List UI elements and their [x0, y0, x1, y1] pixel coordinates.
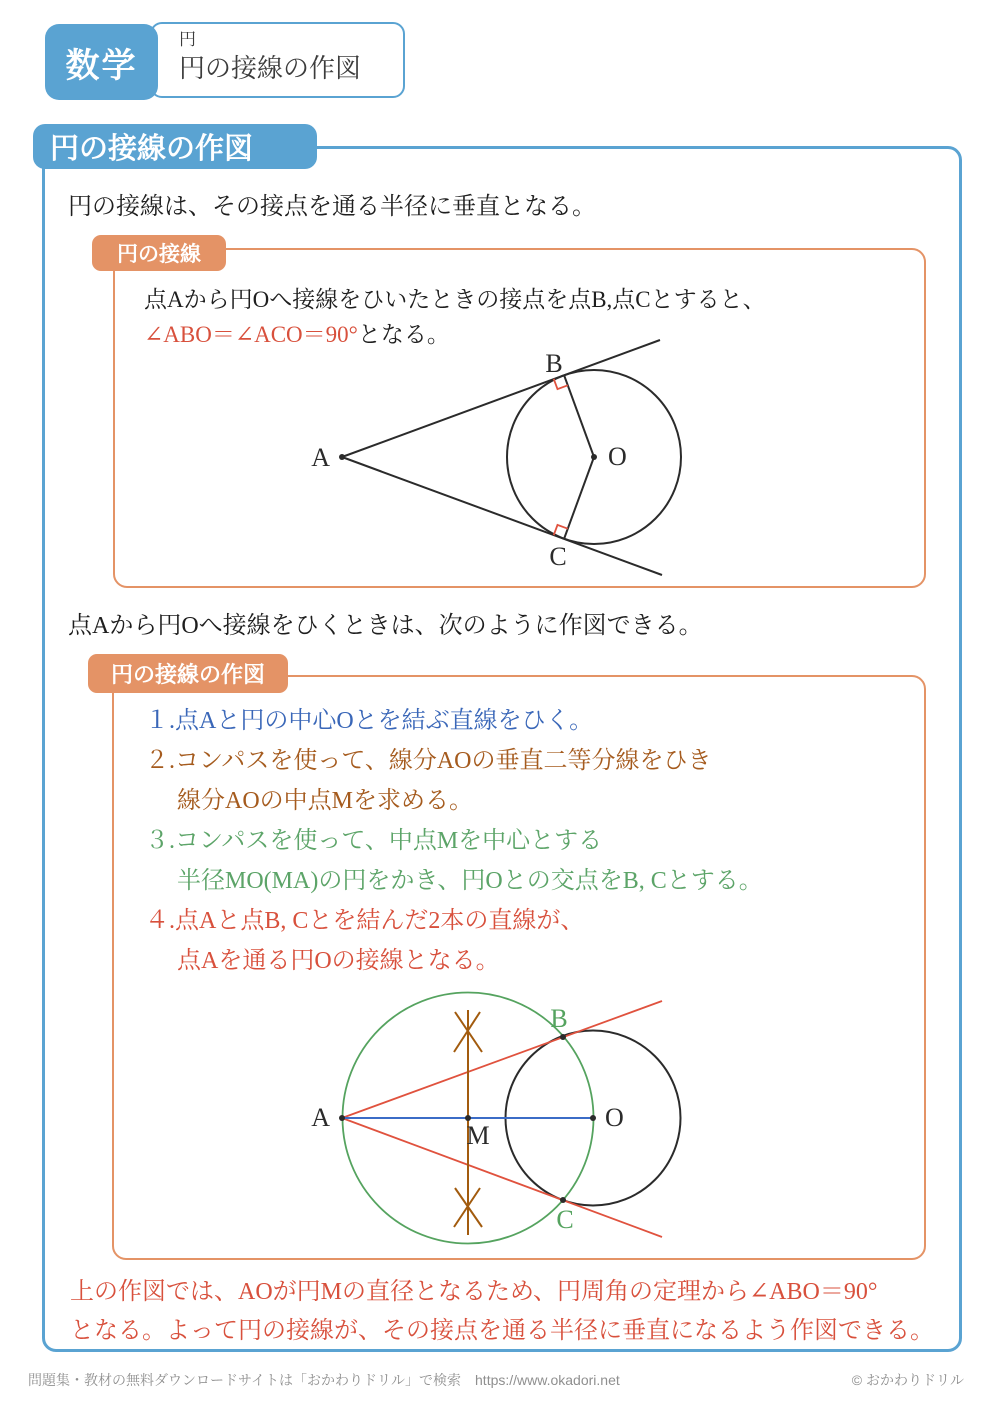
point-a-dot: [339, 1115, 345, 1121]
point-o-dot: [590, 1115, 596, 1121]
construction-step-3-cont: 半径MO(MA)の円をかき、円Oとの交点をB, Cとする。: [177, 868, 763, 894]
intro-text: 円の接線は、その接点を通る半径に垂直となる。: [68, 194, 596, 220]
page-footer: [28, 1370, 964, 1390]
point-c-label: C: [549, 542, 567, 571]
construction-intro-text: 点Aから円Oへ接線をひくときは、次のように作図できる。: [68, 613, 703, 639]
angle-formula: ∠ABO＝∠ACO＝90°: [144, 322, 358, 347]
tangent-property-line1: 点Aから円Oへ接線をひいたときの接点を点B,点Cとすると、: [144, 287, 766, 312]
conclusion-line1: 上の作図では、AOが円Mの直径となるため、円周角の定理から∠ABO＝90°: [70, 1279, 878, 1305]
construction-step-1: １.点Aと円の中心Oとを結ぶ直線をひく。: [145, 708, 594, 734]
construction-step-3: ３.コンパスを使って、中点Mを中心とする: [145, 828, 603, 854]
construction-step-2: ２.コンパスを使って、線分AOの垂直二等分線をひき: [145, 748, 712, 774]
conclusion-line2: となる。よって円の接線が、その接点を通る半径に垂直になるよう作図できる。: [70, 1318, 934, 1344]
construction-steps: [145, 701, 915, 981]
tangent-line-top: [342, 340, 660, 457]
point-o-label: O: [608, 442, 627, 471]
diagram1-labels: [311, 349, 627, 571]
footer-copyright: © おかわりドリル: [851, 1372, 964, 1388]
angle-formula-suffix: となる。: [357, 322, 450, 347]
construction-step-4-cont: 点Aを通る円Oの接線となる。: [177, 948, 500, 974]
tangent-property-label: 円の接線: [92, 235, 226, 271]
point-a-label: A: [311, 1103, 330, 1132]
construction-step-2-cont: 線分AOの中点Mを求める。: [177, 788, 474, 814]
point-b-label: B: [545, 349, 563, 378]
construction-step-4: ４.点Aと点B, Cとを結んだ2本の直線が、: [145, 908, 585, 934]
point-o-dot: [591, 454, 597, 460]
right-angle-marks: [554, 379, 568, 535]
point-o-label: O: [605, 1103, 624, 1132]
diagram1-points: [339, 454, 597, 460]
radius-ob: [564, 375, 594, 457]
point-c-dot: [560, 1197, 566, 1203]
tangent-diagram: [288, 336, 698, 588]
radius-oc: [564, 457, 594, 539]
construction-diagram: [288, 985, 700, 1263]
section-title: 円の接線の作図: [33, 124, 317, 169]
unit-box: [150, 22, 405, 98]
circle-and-tangent-lines: [342, 340, 681, 575]
point-a-dot: [339, 454, 345, 460]
footer-site-info: 問題集・教材の無料ダウンロードサイトは「おかわりドリル」で検索 https://www.okadori.net: [28, 1372, 620, 1388]
construction-label: 円の接線の作図: [88, 654, 288, 693]
point-a-label: A: [311, 443, 330, 472]
tangent-line-ac: [342, 1118, 662, 1237]
unit-title: 円の接線の作図: [179, 53, 362, 83]
tangent-line-bottom: [342, 457, 662, 575]
point-m-label: M: [466, 1121, 490, 1150]
point-b-dot: [560, 1034, 566, 1040]
unit-category: 円: [179, 30, 196, 49]
subject-badge: 数学: [45, 24, 158, 100]
point-c-label: C: [556, 1205, 574, 1234]
point-b-label: B: [550, 1004, 568, 1033]
